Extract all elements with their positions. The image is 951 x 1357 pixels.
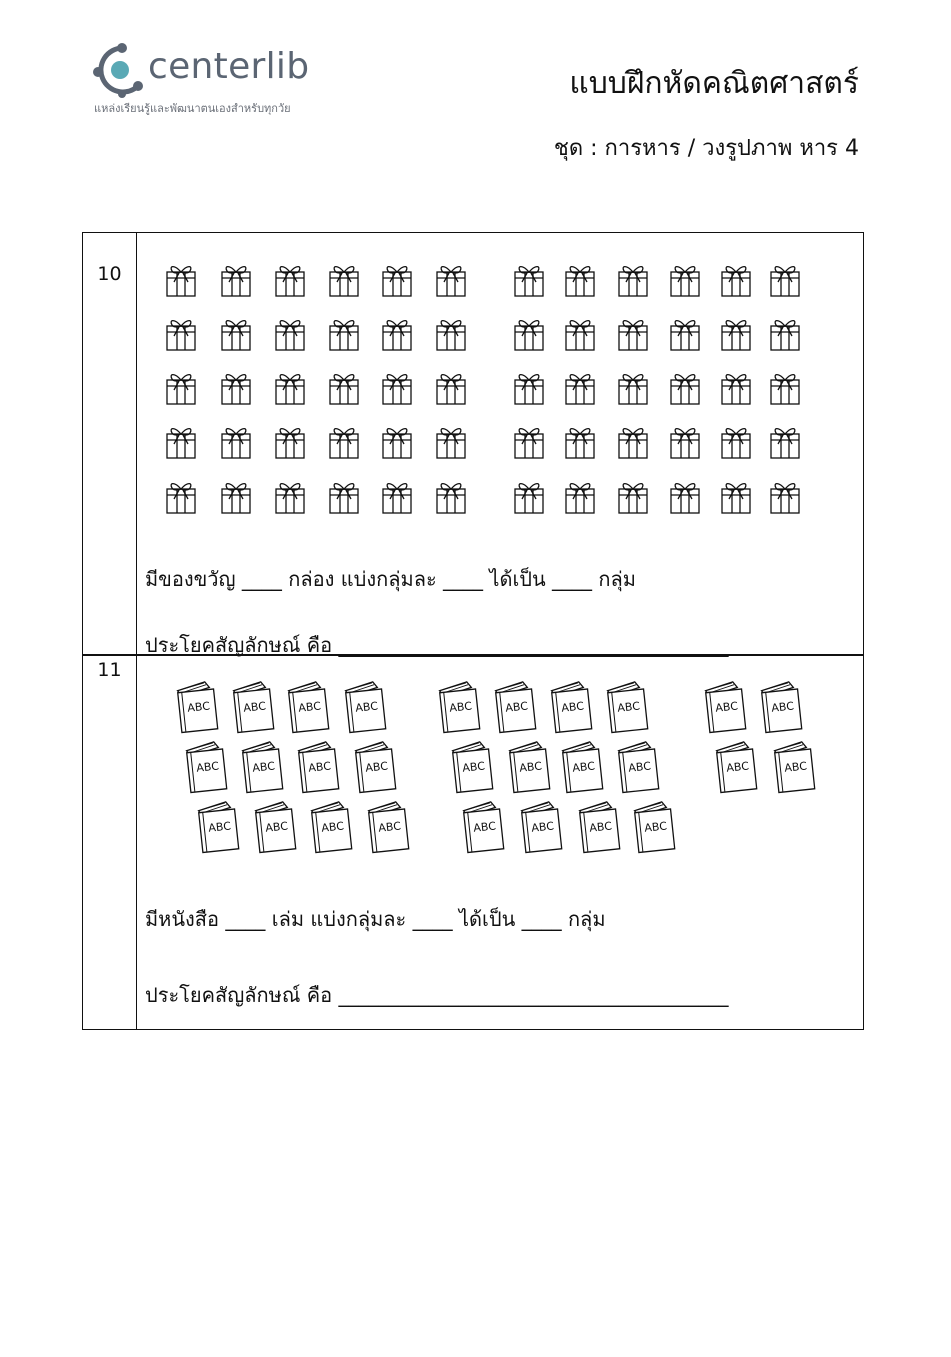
abc-book-icon: [774, 741, 815, 793]
abc-book-icon: [618, 741, 659, 793]
logo-name: centerlib: [148, 46, 310, 87]
book-label: ABC: [725, 759, 750, 775]
abc-book-icon: [288, 681, 329, 733]
book-label: ABC: [714, 699, 739, 715]
exercise-table: [82, 232, 864, 1030]
book-label: ABC: [627, 759, 652, 775]
abc-book-icon: [521, 801, 562, 853]
book-label: ABC: [783, 759, 808, 775]
abc-book-icon: [495, 681, 536, 733]
abc-book-icon: [509, 741, 550, 793]
exercise-number-10: 10: [97, 263, 122, 285]
abc-book-icon: [345, 681, 386, 733]
exercise-number-11: 11: [97, 659, 122, 681]
abc-book-icon: [311, 801, 352, 853]
book-label: ABC: [530, 819, 555, 835]
abc-book-icon: [579, 801, 620, 853]
abc-book-icon: [607, 681, 648, 733]
book-label: ABC: [307, 759, 332, 775]
book-label: ABC: [461, 759, 486, 775]
book-label: ABC: [377, 819, 402, 835]
abc-book-icon: [761, 681, 802, 733]
book-label: ABC: [320, 819, 345, 835]
book-label: ABC: [251, 759, 276, 775]
book-label: ABC: [504, 699, 529, 715]
abc-book-icon: [452, 741, 493, 793]
exercise-11-question: มีหนังสือ ____ เล่ม แบ่งกลุ่มละ ____ ได้เป็น ____ กลุ่ม: [145, 907, 606, 931]
book-label: ABC: [518, 759, 543, 775]
book-label: ABC: [588, 819, 613, 835]
abc-book-icon: [705, 681, 746, 733]
abc-book-icon: [463, 801, 504, 853]
logo-tagline: แหล่งเรียนรู้และพัฒนาตนเองสำหรับทุกวัย: [94, 102, 291, 115]
book-label: ABC: [297, 699, 322, 715]
exercise-11-sentence: ประโยคสัญลักษณ์ คือ _______________________________________: [145, 983, 729, 1007]
book-label: ABC: [364, 759, 389, 775]
abc-book-icon: [355, 741, 396, 793]
exercise-10-sentence: ประโยคสัญลักษณ์ คือ _______________________________________: [145, 633, 729, 657]
centerlib-logo: [92, 40, 352, 120]
abc-book-icon: [634, 801, 675, 853]
book-label: ABC: [242, 699, 267, 715]
logo-icon: [92, 42, 148, 98]
abc-book-icon: [298, 741, 339, 793]
book-label: ABC: [354, 699, 379, 715]
book-label: ABC: [448, 699, 473, 715]
abc-book-icon: [716, 741, 757, 793]
page-subtitle: ชุด : การหาร / วงรูปภาพ หาร 4: [553, 136, 859, 161]
book-label: ABC: [560, 699, 585, 715]
book-label: ABC: [207, 819, 232, 835]
book-label: ABC: [616, 699, 641, 715]
abc-book-icon: [242, 741, 283, 793]
book-label: ABC: [195, 759, 220, 775]
exercise-10-question: มีของขวัญ ____ กล่อง แบ่งกลุ่มละ ____ ได้เป็น ____ กลุ่ม: [145, 567, 636, 591]
abc-book-icon: [177, 681, 218, 733]
abc-book-icon: [562, 741, 603, 793]
abc-book-icon: [186, 741, 227, 793]
page-title: แบบฝึกหัดคณิตศาสตร์: [569, 66, 859, 101]
abc-book-icon: [255, 801, 296, 853]
abc-book-icon: [551, 681, 592, 733]
book-label: ABC: [770, 699, 795, 715]
abc-book-icon: [233, 681, 274, 733]
abc-book-icon: [198, 801, 239, 853]
book-label: ABC: [472, 819, 497, 835]
abc-book-icon: [439, 681, 480, 733]
book-label: ABC: [643, 819, 668, 835]
book-label: ABC: [186, 699, 211, 715]
book-label: ABC: [264, 819, 289, 835]
abc-book-icon: [368, 801, 409, 853]
book-label: ABC: [571, 759, 596, 775]
